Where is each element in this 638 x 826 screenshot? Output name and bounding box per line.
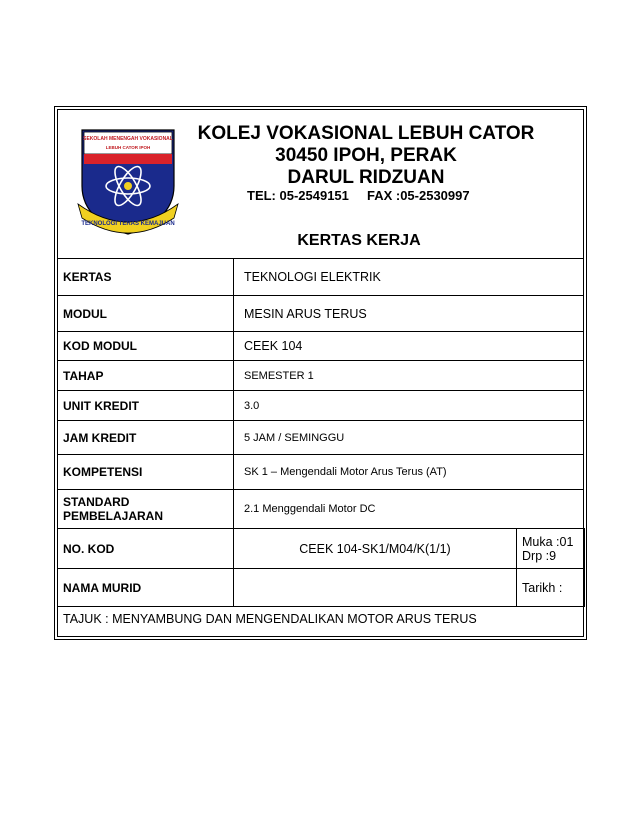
row-key-line1: STANDARD bbox=[63, 495, 130, 509]
table-row bbox=[58, 332, 584, 361]
school-logo bbox=[76, 124, 180, 236]
table-row bbox=[58, 569, 585, 607]
topic-title: TAJUK : MENYAMBUNG DAN MENGENDALIKAN MOTOR ARUS TERUS bbox=[63, 612, 477, 626]
row-key: TAHAP bbox=[58, 361, 234, 391]
date-label: Tarikh : bbox=[517, 569, 585, 607]
school-name-block bbox=[185, 123, 547, 189]
code-key: NO. KOD bbox=[58, 529, 234, 569]
school-address: 30450 IPOH, PERAK bbox=[275, 145, 457, 166]
table-row bbox=[58, 421, 584, 455]
table-row bbox=[58, 361, 584, 391]
row-key bbox=[58, 490, 234, 529]
row-value: CEEK 104 bbox=[234, 332, 584, 361]
code-value: CEEK 104-SK1/M04/K(1/1) bbox=[234, 529, 517, 569]
student-name-key: NAMA MURID bbox=[58, 569, 234, 607]
document-title: KERTAS KERJA bbox=[297, 232, 421, 249]
row-value: 5 JAM / SEMINGGU bbox=[234, 421, 584, 455]
student-name-value bbox=[234, 569, 517, 607]
row-key: KERTAS bbox=[58, 259, 234, 296]
fax-text: FAX :05-2530997 bbox=[366, 188, 470, 203]
page-info: Muka :01 Drp :9 bbox=[517, 529, 585, 569]
row-key: KOD MODUL bbox=[58, 332, 234, 361]
row-value: 3.0 bbox=[234, 391, 584, 421]
row-key: UNIT KREDIT bbox=[58, 391, 234, 421]
info-table bbox=[57, 258, 584, 529]
code-table bbox=[57, 528, 585, 607]
row-key: KOMPETENSI bbox=[58, 455, 234, 490]
row-value: SEMESTER 1 bbox=[234, 361, 584, 391]
row-key-line2: PEMBELAJARAN bbox=[63, 509, 164, 523]
row-key: JAM KREDIT bbox=[58, 421, 234, 455]
logo-text-top: SEKOLAH MENENGAH VOKASIONAL bbox=[83, 136, 173, 142]
row-value: TEKNOLOGI ELEKTRIK bbox=[234, 259, 584, 296]
school-name: KOLEJ VOKASIONAL LEBUH CATOR bbox=[197, 123, 535, 144]
table-row bbox=[58, 259, 584, 296]
logo-banner-text: TEKNOLOGI TERAS KEMAJUAN bbox=[81, 221, 175, 227]
tel-text: TEL: 05-2549151 bbox=[247, 188, 349, 203]
table-row bbox=[58, 490, 584, 529]
table-row bbox=[58, 391, 584, 421]
school-state: DARUL RIDZUAN bbox=[287, 167, 445, 188]
table-row bbox=[58, 529, 585, 569]
table-row bbox=[58, 455, 584, 490]
row-value: MESIN ARUS TERUS bbox=[234, 296, 584, 332]
row-key: MODUL bbox=[58, 296, 234, 332]
logo-text-mid: LEBUH CATOR IPOH bbox=[105, 145, 151, 150]
row-value: 2.1 Menggendali Motor DC bbox=[234, 490, 584, 529]
table-row bbox=[58, 296, 584, 332]
contact-line bbox=[247, 188, 470, 203]
row-value: SK 1 – Mengendali Motor Arus Terus (AT) bbox=[234, 455, 584, 490]
